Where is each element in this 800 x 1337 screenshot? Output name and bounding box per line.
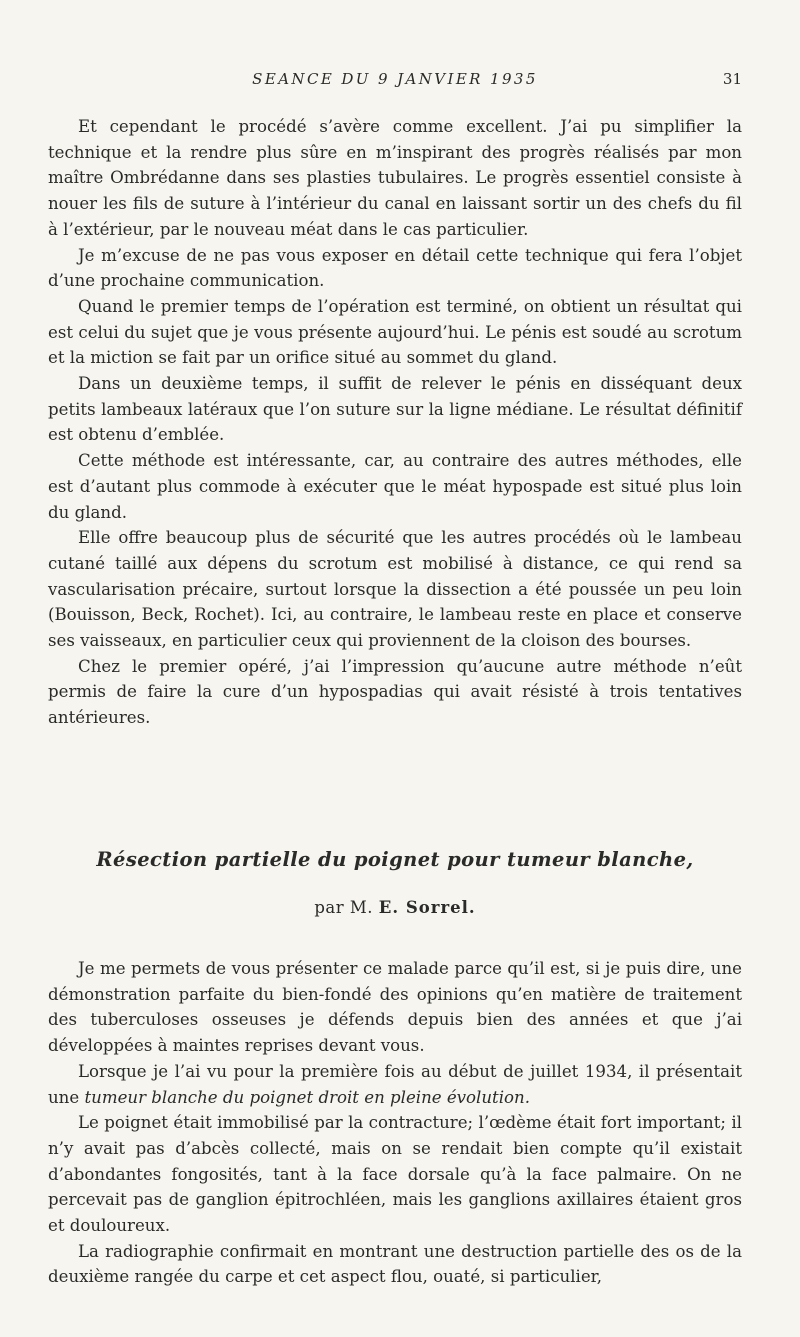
paragraph: Quand le premier temps de l’opération est terminé, on obtient un résultat qui est celui du sujet que je vous présente aujourd’hui. Le pénis est soudé au scrotum et la miction se fait par un orifice situé au sommet du gland. [48, 296, 742, 368]
byline [48, 898, 742, 917]
paragraph: Je m’excuse de ne pas vous exposer en détail cette technique qui fera l’objet d’une prochaine communication. [48, 245, 742, 291]
paragraph: Elle offre beaucoup plus de sécurité que les autres procédés où le lambeau cutané taillé aux dépens du scrotum est mobilisé à distance, ce qui rend sa vascularisation précaire, surtout lorsque la dissection a été poussée un peu loin (Bouisson, Beck, Rochet). Ici, au contraire, le lambeau reste en place et conserve ses vaisseaux, en particulier ceux qui proviennent de la cloison des bourses. [48, 528, 742, 651]
author-name: E. Sorrel. [378, 898, 476, 917]
byline-prefix: par M. [314, 898, 374, 917]
page-number: 31 [722, 70, 742, 88]
paragraph: Chez le premier opéré, j’ai l’impression qu’aucune autre méthode n’eût permis de faire la cure d’un hypospadias qui avait résisté à trois tentatives antérieures. [48, 656, 742, 728]
article-body [48, 956, 742, 1290]
paragraph: Cette méthode est intéressante, car, au contraire des autres méthodes, elle est d’autant plus commode à exécuter que le méat hypospade est situé plus loin du gland. [48, 451, 742, 522]
paragraph-text: Lorsque je l’ai vu pour la première fois au début de juillet 1934, il présentait une [48, 1061, 742, 1107]
paragraph: Le poignet était immobilisé par la contracture; l’œdème était fort important; il n’y avait pas d’abcès collecté, mais on se rendait bien compte qu’il existait d’abondantes fongosités, tant à la face dorsale qu’à la face palmaire. On ne percevait pas de ganglion épitrochléen, mais les ganglions axillaires étaient gros et douloureux. [48, 1113, 742, 1236]
paragraph [48, 1059, 742, 1110]
italic-phrase: tumeur blanche du poignet droit en pleine évolution. [84, 1087, 530, 1107]
paragraph: Et cependant le procédé s’avère comme excellent. J’ai pu simplifier la technique et la rendre plus sûre en m’inspirant des progrès réalisés par mon maître Ombrédanne dans ses plasties tubulaires. Le progrès essentiel consiste à nouer les fils de suture à l’intérieur du canal en laissant sortir un des chefs du fil à l’extérieur, par le nouveau méat dans le cas particulier. [48, 117, 742, 239]
paragraph: La radiographie confirmait en montrant une destruction partielle des os de la deuxième rangée du carpe et cet aspect flou, ouaté, si particulier, [48, 1241, 742, 1287]
page-header [48, 70, 742, 98]
paragraph: Dans un deuxième temps, il suffit de relever le pénis en disséquant deux petits lambeaux latéraux que l’on suture sur la ligne médiane. Le résultat définitif est obtenu d’emblée. [48, 374, 742, 445]
running-title: SEANCE DU 9 JANVIER 1935 [252, 70, 538, 88]
paragraph: Je me permets de vous présenter ce malade parce qu’il est, si je puis dire, une démonstration parfaite du bien-fondé des opinions qu’en matière de traitement des tuberculoses osseuses je défends depuis bien des années et que j’ai développées à maintes reprises devant vous. [48, 959, 742, 1056]
article-continuation [48, 114, 742, 731]
article-title: Résection partielle du poignet pour tumeur blanche, [96, 848, 694, 871]
